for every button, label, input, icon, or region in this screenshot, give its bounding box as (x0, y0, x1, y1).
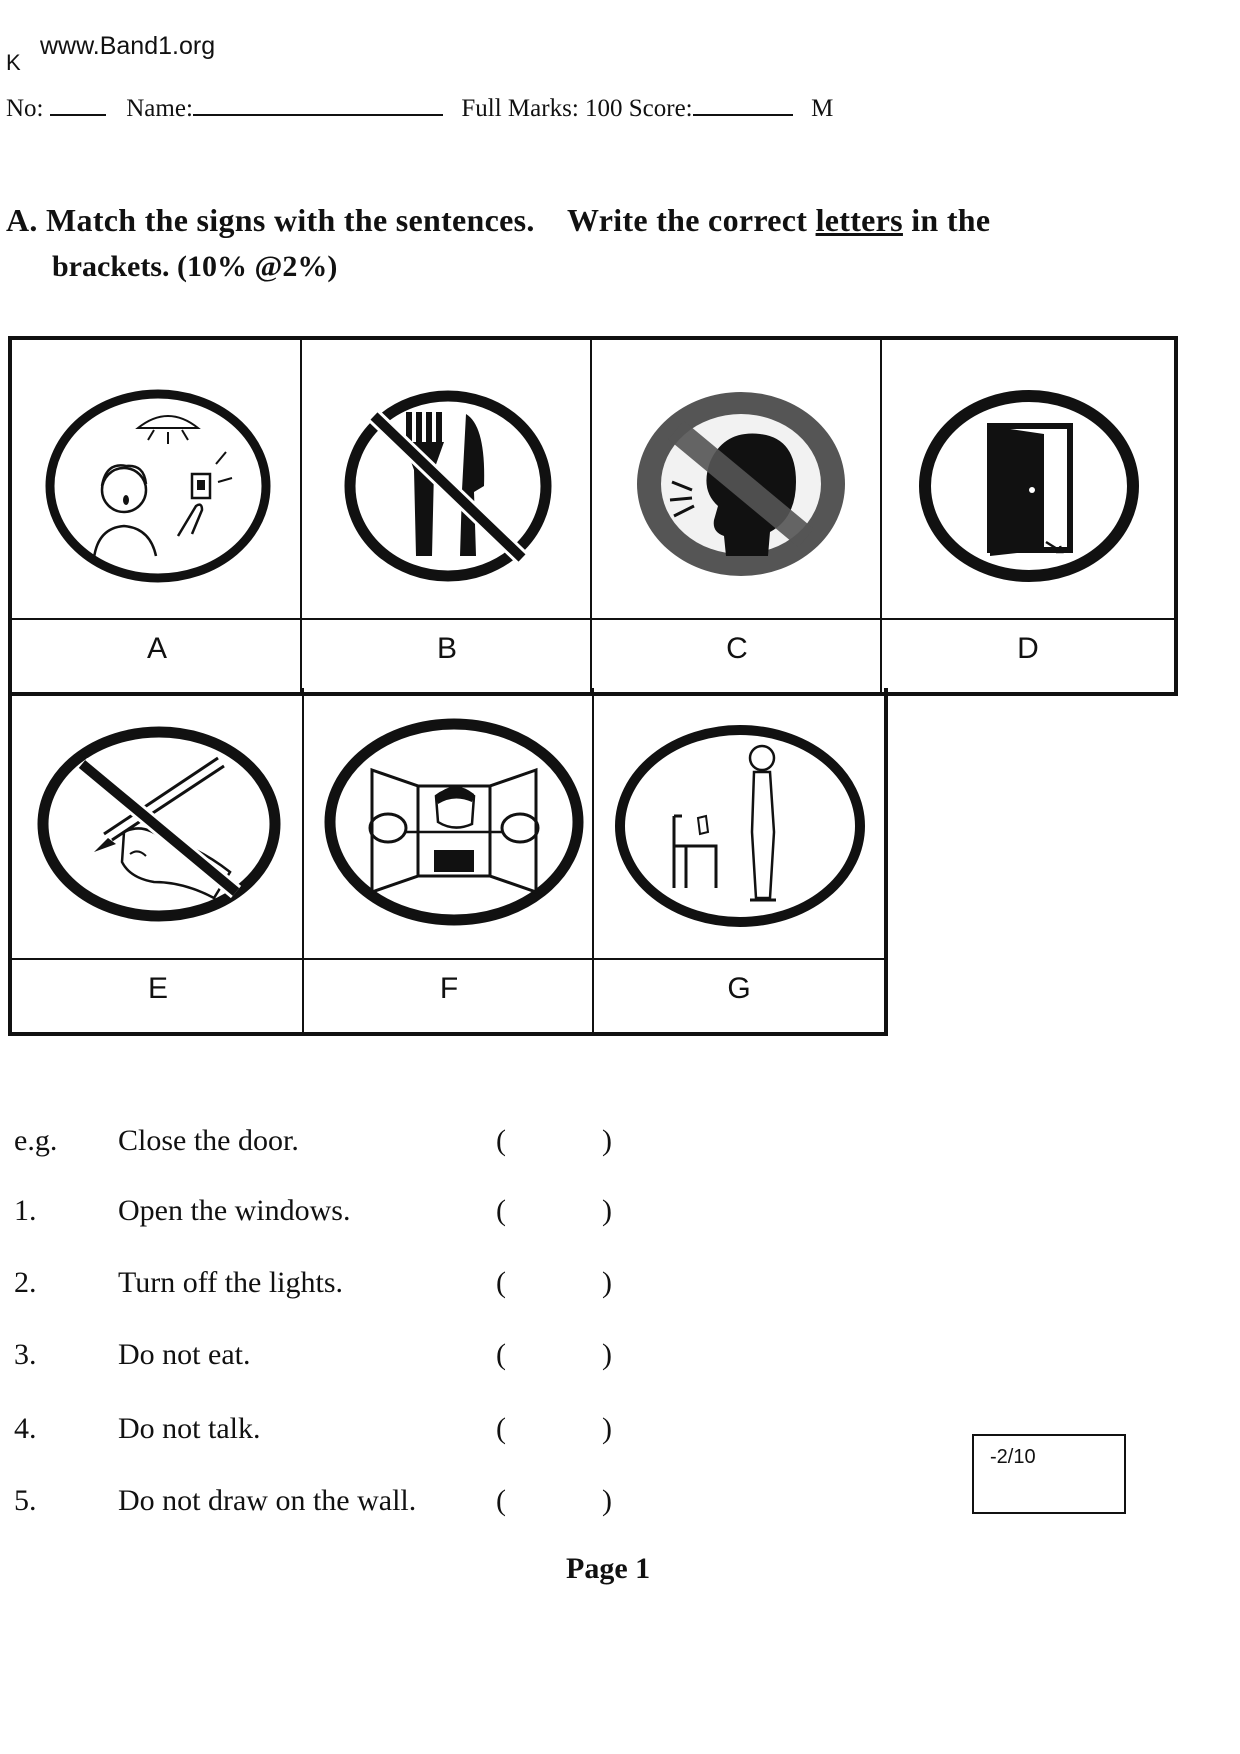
answer-bracket-close: ) (602, 1266, 612, 1299)
name-field[interactable] (193, 92, 443, 116)
site-url: www.Band1.org (40, 32, 216, 60)
answer-bracket-open[interactable]: ( (496, 1194, 506, 1227)
signs-table-row-1 (8, 336, 1178, 696)
question-text: Do not draw on the wall. (118, 1484, 417, 1517)
close-door-icon (916, 386, 1142, 586)
question-text: Do not talk. (118, 1412, 261, 1445)
sign-label-d: D (1017, 632, 1039, 665)
answer-bracket-open[interactable]: ( (496, 1412, 506, 1445)
instruction-line-1 (6, 202, 990, 239)
full-marks: Full Marks: 100 (461, 95, 623, 122)
answer-bracket-open[interactable]: ( (496, 1484, 506, 1517)
sign-label-c: C (726, 632, 748, 665)
question-text: Turn off the lights. (118, 1266, 344, 1299)
instruction-part2a: Write the correct (567, 202, 816, 238)
no-talking-icon (630, 386, 852, 582)
open-windows-icon (322, 716, 586, 928)
page-number: Page 1 (566, 1552, 651, 1585)
sign-label-f: F (439, 972, 459, 1005)
student-header (6, 92, 833, 123)
answer-bracket-close: ) (602, 1124, 612, 1157)
instruction-part1: Match the signs with the sentences. (46, 202, 535, 238)
answer-bracket-open[interactable]: ( (496, 1338, 506, 1371)
question-text: Do not eat. (118, 1338, 251, 1371)
answer-bracket-close: ) (602, 1194, 612, 1227)
question-text: Open the windows. (118, 1194, 351, 1227)
header-trailing: M (811, 95, 834, 122)
answer-bracket-close: ) (602, 1338, 612, 1371)
question-number: 4. (14, 1412, 37, 1445)
no-drawing-icon (34, 722, 284, 926)
instruction-line-2: brackets. (10% @2%) (52, 250, 338, 283)
signs-table-row-2 (8, 688, 888, 1036)
question-number: 1. (14, 1194, 37, 1227)
no-field[interactable] (50, 92, 106, 116)
stand-up-icon (610, 722, 870, 930)
sign-label-b: B (436, 632, 457, 665)
no-eating-icon (338, 386, 558, 586)
answer-bracket-close: ) (602, 1484, 612, 1517)
sign-label-e: E (147, 972, 168, 1005)
question-number: 2. (14, 1266, 37, 1299)
section-score: -2/10 (990, 1446, 1036, 1468)
corner-mark: K (6, 50, 21, 75)
sign-label-g: G (727, 972, 751, 1005)
section-score-box (972, 1434, 1126, 1514)
answer-bracket-close: ) (602, 1412, 612, 1445)
question-number: e.g. (14, 1124, 58, 1157)
sign-label-a: A (146, 632, 167, 665)
section-letter: A. (6, 202, 38, 238)
instruction-part2b: letters (815, 202, 903, 238)
answer-bracket-open[interactable]: ( (496, 1266, 506, 1299)
instruction-part2c: in the (902, 202, 991, 238)
score-label: Score: (628, 95, 693, 122)
name-label: Name: (126, 95, 193, 122)
no-label: No: (6, 95, 44, 122)
answer-bracket-open[interactable]: ( (496, 1124, 506, 1157)
question-text: Close the door. (118, 1124, 299, 1157)
score-field[interactable] (693, 92, 793, 116)
question-number: 5. (14, 1484, 37, 1517)
turn-off-lights-icon (42, 386, 274, 586)
question-number: 3. (14, 1338, 37, 1371)
